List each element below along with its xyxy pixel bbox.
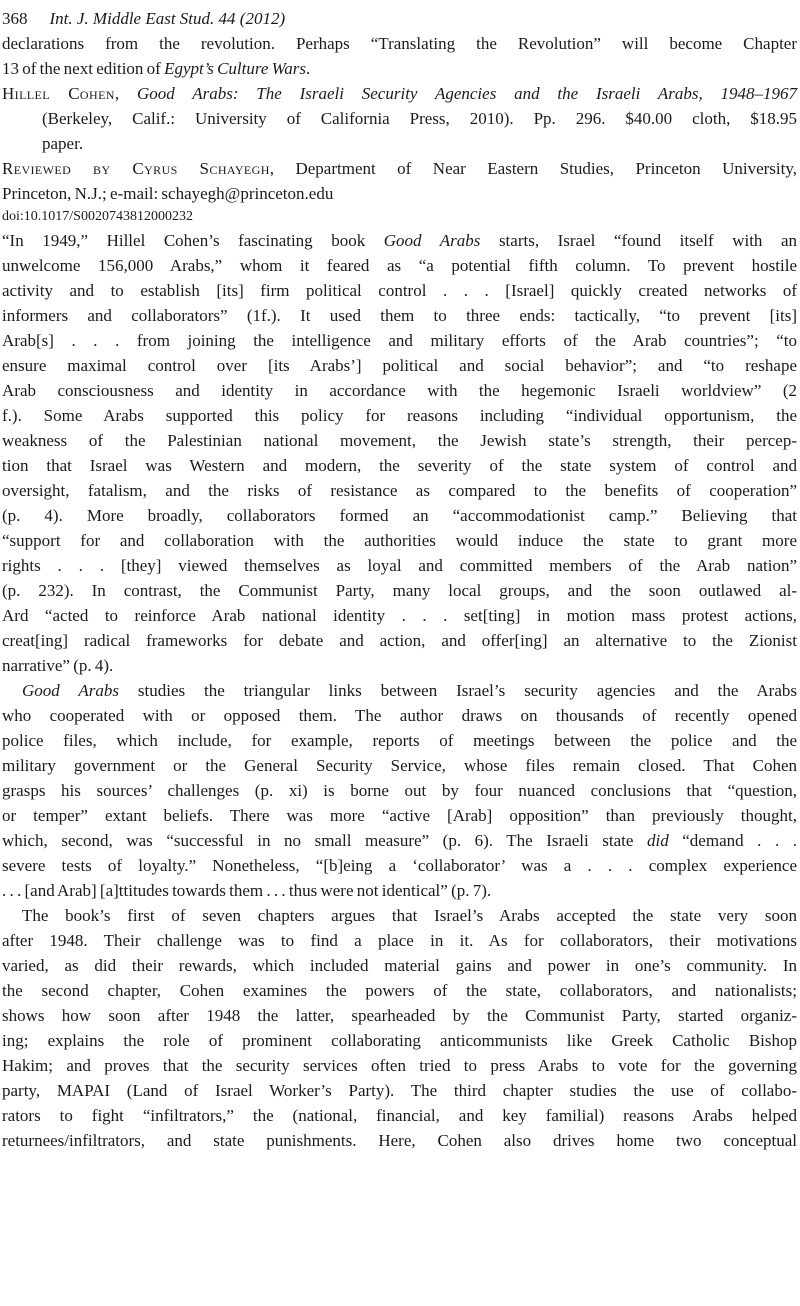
- text-run: creat[ing] radical frameworks for debate and action, and offer[ing] an alternative to the Zionist: [2, 631, 797, 650]
- text-line: [2, 628, 797, 653]
- text-run: rators to fight “infiltrators,” the (national, financial, and key familial) reasons Arabs helped: [2, 1106, 797, 1125]
- text-run: returnees/infiltrators, and state punishments. Here, Cohen also drives home two conceptual: [2, 1131, 797, 1150]
- text-run: shows how soon after 1948 the latter, spearheaded by the Communist Party, started organiz-: [2, 1006, 797, 1025]
- text-run: did: [646, 831, 669, 850]
- text-line: [2, 303, 797, 328]
- text-run: starts, Israel “found itself with an: [480, 231, 797, 250]
- text-run: doi:10.1017/S0020743812000232: [2, 209, 193, 224]
- text-run: (Berkeley, Calif.: University of California Press, 2010). Pp. 296. $40.00 cloth, $18.95: [42, 109, 797, 128]
- text-line: [2, 131, 797, 156]
- text-line: [2, 803, 797, 828]
- text-line: [2, 106, 797, 131]
- text-run: Ard “acted to reinforce Arab national identity . . . set[ting] in motion mass protest actions,: [2, 606, 797, 625]
- text-line: [2, 953, 797, 978]
- review-paragraph-3: [2, 903, 797, 1153]
- text-line: [2, 703, 797, 728]
- text-run: Good Arabs: [383, 231, 481, 250]
- text-blocks: [2, 31, 797, 1153]
- text-run: Egypt’s Culture Wars: [164, 59, 306, 78]
- running-header: [2, 6, 797, 31]
- text-line: [2, 1128, 797, 1153]
- text-run: Good Arabs: The Israeli Security Agencies and the Israeli Arabs, 1948–1967: [136, 84, 798, 103]
- text-run: varied, as did their rewards, which included material gains and power in one’s community. In: [2, 956, 797, 975]
- text-run: declarations from the revolution. Perhaps “Translating the Revolution” will become Chapter: [2, 34, 797, 53]
- text-run: (p. 232). In contrast, the Communist Party, many local groups, and the soon outlawed al-: [2, 581, 797, 600]
- text-run: “In 1949,” Hillel Cohen’s fascinating book: [2, 231, 384, 250]
- journal-title: Int. J. Middle East Stud. 44 (2012): [49, 9, 286, 28]
- text-run: Arab consciousness and identity in accordance with the hegemonic Israeli worldview” (2: [2, 381, 797, 400]
- text-line: [2, 878, 797, 903]
- text-run: weakness of the Palestinian national movement, the Jewish state’s strength, their percep-: [2, 431, 797, 450]
- text-run: unwelcome 156,000 Arabs,” whom it feared as “a potential fifth column. To prevent hostile: [2, 256, 797, 275]
- text-run: .: [305, 59, 311, 78]
- text-run: informers and collaborators” (1f.). It used them to three ends: tactically, “to prevent [its]: [2, 306, 797, 325]
- text-run: tion that Israel was Western and modern, the severity of the state system of control and: [2, 456, 797, 475]
- text-run: “support for and collaboration with the authorities would induce the state to grant more: [2, 531, 797, 550]
- text-run: or temper” extant beliefs. There was more “active [Arab] opposition” than previously thought,: [2, 806, 797, 825]
- text-line: [2, 778, 797, 803]
- text-line: [2, 1103, 797, 1128]
- text-line: [2, 156, 797, 181]
- text-line: [2, 253, 797, 278]
- text-line: [2, 753, 797, 778]
- page-number: 368: [2, 9, 28, 28]
- text-run: after 1948. Their challenge was to find a place in it. As for collaborators, their motivations: [2, 931, 797, 950]
- text-run: studies the triangular links between Israel’s security agencies and the Arabs: [118, 681, 797, 700]
- prev-review-closing-paragraph: [2, 31, 797, 81]
- text-line: [2, 81, 797, 106]
- review-paragraph-2: [2, 678, 797, 903]
- text-run: ensure maximal control over [its Arabs’] political and social behavior”; and “to reshape: [2, 356, 797, 375]
- text-line: [2, 603, 797, 628]
- text-line: [2, 403, 797, 428]
- text-run: (p. 4). More broadly, collaborators formed an “accommodationist camp.” Believing that: [2, 506, 797, 525]
- text-line: [2, 453, 797, 478]
- text-line: [2, 528, 797, 553]
- text-run: police files, which include, for example, reports of meetings between the police and the: [2, 731, 797, 750]
- text-run: Hillel Cohen: [2, 84, 115, 103]
- text-run: the second chapter, Cohen examines the powers of the state, collaborators, and nationalists;: [2, 981, 797, 1000]
- text-line: [2, 353, 797, 378]
- text-line: [2, 728, 797, 753]
- text-run: party, MAPAI (Land of Israel Worker’s Party). The third chapter studies the use of collabo-: [2, 1081, 797, 1100]
- text-run: . . . [and Arab] [a]ttitudes towards them . . . thus were not identical” (p. 7).: [2, 881, 492, 900]
- text-line: [2, 653, 797, 678]
- text-run: Reviewed by Cyrus Schayegh: [2, 159, 270, 178]
- text-line: [2, 378, 797, 403]
- text-line: [2, 853, 797, 878]
- text-line: [2, 678, 797, 703]
- text-line: [2, 278, 797, 303]
- text-line: [2, 1003, 797, 1028]
- text-line: [2, 928, 797, 953]
- text-run: f.). Some Arabs supported this policy for reasons including “individual opportunism, the: [2, 406, 797, 425]
- text-run: activity and to establish [its] firm political control . . . [Israel] quickly created networks of: [2, 281, 797, 300]
- text-run: who cooperated with or opposed them. The author draws on thousands of recently opened: [2, 706, 797, 725]
- text-run: ,: [114, 84, 137, 103]
- text-line: [2, 181, 797, 206]
- text-line: [2, 903, 797, 928]
- text-line: [2, 828, 797, 853]
- text-run: 13 of the next edition of: [2, 59, 165, 78]
- reviewer-byline: [2, 156, 797, 206]
- text-run: rights . . . [they] viewed themselves as loyal and committed members of the Arab nation”: [2, 556, 797, 575]
- text-line: [2, 478, 797, 503]
- text-run: “demand . . .: [668, 831, 798, 850]
- text-line: [2, 428, 797, 453]
- text-run: paper.: [42, 134, 84, 153]
- text-run: The book’s first of seven chapters argues that Israel’s Arabs accepted the state very soon: [22, 906, 797, 925]
- text-run: severe tests of loyalty.” Nonetheless, “[b]eing a ‘collaborator’ was a . . . complex experience: [2, 856, 797, 875]
- text-run: Hakim; and proves that the security services often tried to press Arabs to vote for the governing: [2, 1056, 797, 1075]
- text-line: [2, 228, 797, 253]
- text-line: [2, 1028, 797, 1053]
- text-run: ing; explains the role of prominent collaborating anticommunists like Greek Catholic Bishop: [2, 1031, 797, 1050]
- text-line: [2, 1053, 797, 1078]
- text-line: [2, 1078, 797, 1103]
- doi-line: [2, 206, 797, 228]
- text-run: oversight, fatalism, and the risks of resistance as compared to the benefits of cooperation”: [2, 481, 797, 500]
- text-line: [2, 503, 797, 528]
- text-line: [2, 328, 797, 353]
- text-run: grasps his sources’ challenges (p. xi) is borne out by four nuanced conclusions that “question,: [2, 781, 797, 800]
- text-line: [2, 206, 797, 228]
- text-run: narrative” (p. 4).: [2, 656, 114, 675]
- text-run: Princeton, N.J.; e-mail: schayegh@princeton.edu: [2, 184, 334, 203]
- text-run: Good Arabs: [22, 681, 119, 700]
- text-run: which, second, was “successful in no small measure” (p. 6). The Israeli state: [2, 831, 647, 850]
- text-run: , Department of Near Eastern Studies, Princeton University,: [269, 159, 797, 178]
- text-run: military government or the General Security Service, whose files remain closed. That Cohen: [2, 756, 797, 775]
- review-paragraph-1: [2, 228, 797, 678]
- text-line: [2, 578, 797, 603]
- text-run: Arab[s] . . . from joining the intelligence and military efforts of the Arab countries”; “to: [2, 331, 797, 350]
- text-line: [2, 56, 797, 81]
- book-citation: [2, 81, 797, 156]
- text-line: [2, 978, 797, 1003]
- text-line: [2, 31, 797, 56]
- text-line: [2, 553, 797, 578]
